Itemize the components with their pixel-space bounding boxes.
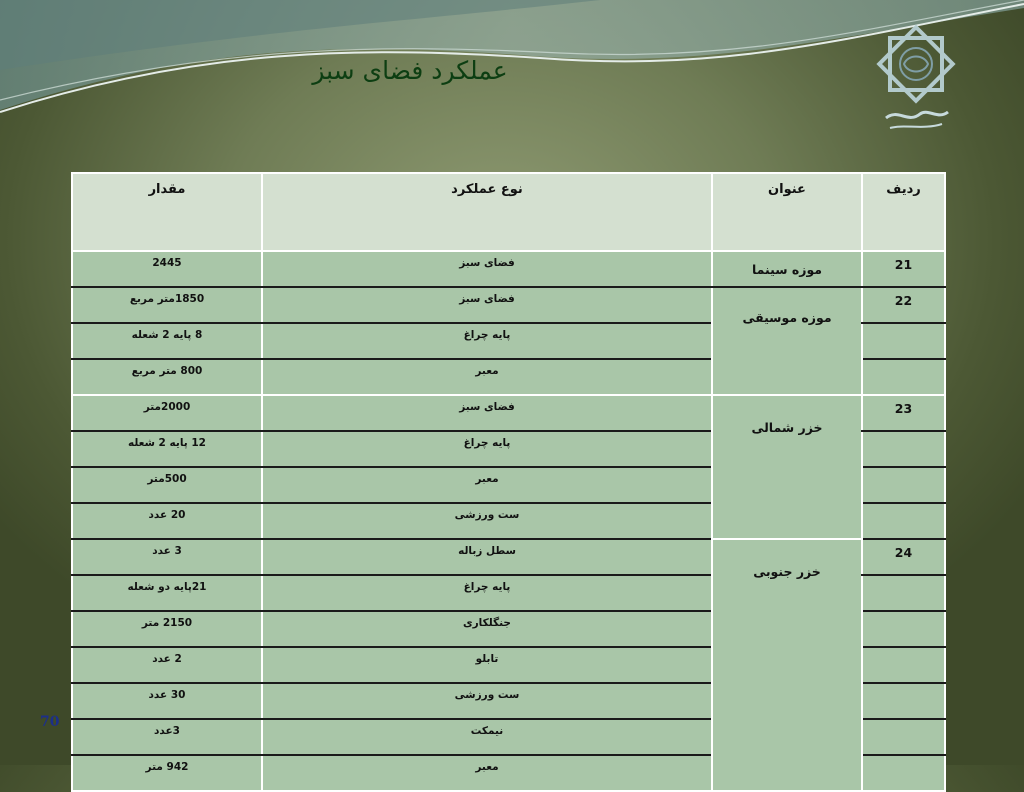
amount: 2000متر <box>72 395 262 431</box>
function-type: پایه چراغ <box>262 575 712 611</box>
site-title: موزه سینما <box>712 251 862 287</box>
amount: 8 پایه 2 شعله <box>72 323 262 359</box>
function-type: فضای سبز <box>262 287 712 323</box>
amount: 500متر <box>72 467 262 503</box>
site-title: خزر جنوبی <box>712 539 862 791</box>
header-row-no: ردیف <box>862 173 945 251</box>
row-number <box>862 575 945 611</box>
function-type: فضای سبز <box>262 251 712 287</box>
function-type: پایه چراغ <box>262 431 712 467</box>
table-row <box>72 287 945 323</box>
row-number <box>862 467 945 503</box>
amount: 21پایه دو شعله <box>72 575 262 611</box>
header-title: عنوان <box>712 173 862 251</box>
row-number <box>862 431 945 467</box>
row-number: 22 <box>862 287 945 323</box>
function-type: معبر <box>262 755 712 791</box>
function-type: پایه چراغ <box>262 323 712 359</box>
header-type: نوع عملکرد <box>262 173 712 251</box>
amount: 3 عدد <box>72 539 262 575</box>
table-header-row <box>72 173 945 251</box>
row-number <box>862 647 945 683</box>
amount: 30 عدد <box>72 683 262 719</box>
amount: 20 عدد <box>72 503 262 539</box>
row-number: 23 <box>862 395 945 431</box>
municipality-logo-icon <box>868 20 964 140</box>
amount: 1850متر مربع <box>72 287 262 323</box>
amount: 942 متر <box>72 755 262 791</box>
function-type: ست ورزشی <box>262 683 712 719</box>
function-type: ست ورزشی <box>262 503 712 539</box>
header-amount: مقدار <box>72 173 262 251</box>
function-type: نیمکت <box>262 719 712 755</box>
row-number <box>862 755 945 791</box>
amount: 3عدد <box>72 719 262 755</box>
site-title: خزر شمالی <box>712 395 862 539</box>
row-number: 24 <box>862 539 945 575</box>
amount: 2 عدد <box>72 647 262 683</box>
function-type: سطل زباله <box>262 539 712 575</box>
row-number <box>862 359 945 395</box>
amount: 12 پایه 2 شعله <box>72 431 262 467</box>
row-number <box>862 323 945 359</box>
amount: 2445 <box>72 251 262 287</box>
function-type: معبر <box>262 359 712 395</box>
row-number: 21 <box>862 251 945 287</box>
function-type: فضای سبز <box>262 395 712 431</box>
table-row <box>72 251 945 287</box>
row-number <box>862 503 945 539</box>
slide-title: عملکرد فضای سبز <box>312 56 508 85</box>
row-number <box>862 611 945 647</box>
site-title: موزه موسیقی <box>712 287 862 395</box>
function-type: تابلو <box>262 647 712 683</box>
page-number: 70 <box>40 714 60 730</box>
amount: 2150 متر <box>72 611 262 647</box>
table-row <box>72 395 945 431</box>
function-type: جنگلکاری <box>262 611 712 647</box>
row-number <box>862 683 945 719</box>
row-number <box>862 719 945 755</box>
green-space-table <box>71 172 946 792</box>
function-type: معبر <box>262 467 712 503</box>
table-row <box>72 539 945 575</box>
amount: 800 متر مربع <box>72 359 262 395</box>
